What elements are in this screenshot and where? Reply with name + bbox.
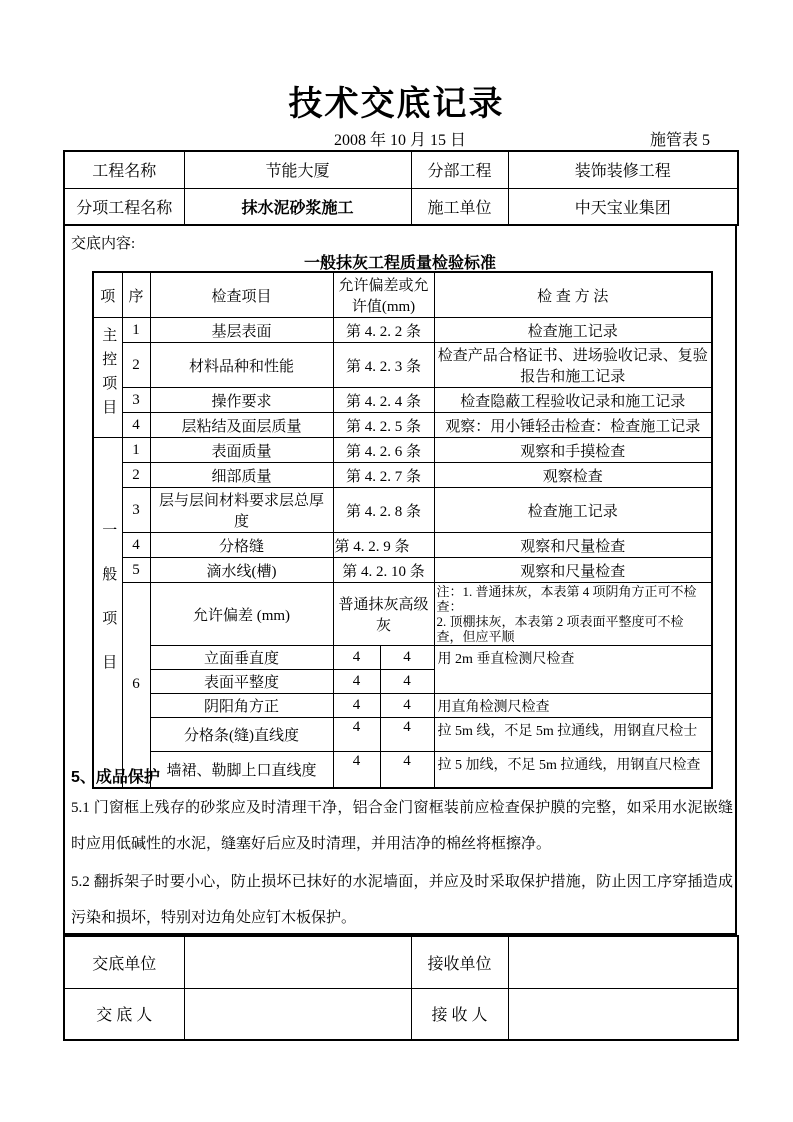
allow-cell: 第 4. 2. 5 条: [333, 413, 434, 438]
col-header-allow: 允许偏差或允许值(mm): [333, 272, 434, 318]
project-name-value: 节能大厦: [184, 151, 411, 188]
section5-paragraph-1: 5.1 门窗框上残存的砂浆应及时清理干净，铝合金门窗框装前应检查保护膜的完整，如采用水泥嵌缝时应用低碱性的水泥，缝塞好后应及时清理，并用洁净的棉丝将框擦净。: [71, 800, 733, 852]
method-cell: 观察和手摸检查: [434, 438, 712, 463]
allow-cell: 第 4. 2. 9 条: [333, 533, 434, 558]
table-row: [93, 533, 712, 558]
value-cell: 4: [333, 694, 380, 718]
seq-cell: 1: [122, 318, 150, 343]
construction-unit-label: 施工单位: [411, 188, 508, 225]
value-cell: 4: [380, 752, 434, 788]
table-row: [93, 463, 712, 488]
allow-cell: 第 4. 2. 6 条: [333, 438, 434, 463]
check-item-cell: 墙裙、勒脚上口直线度: [150, 752, 333, 788]
allowance-label-cell: 允许偏差 (mm): [150, 583, 333, 646]
section5-title: 5、成品保护: [71, 769, 160, 786]
table-row: [93, 718, 712, 752]
table-row: [93, 343, 712, 388]
value-cell: 4: [380, 718, 434, 752]
signature-table: [63, 935, 739, 1041]
col-header-seq: 序: [122, 272, 150, 318]
form-number: 施管表 5: [649, 132, 710, 149]
seq-cell-6: 6: [122, 583, 150, 788]
discloser-value: [184, 988, 411, 1040]
table-header-row: [93, 272, 712, 318]
method-cell: 观察和尺量检查: [434, 558, 712, 583]
sub-project-label: 分项工程名称: [64, 188, 184, 225]
value-cell: 4: [333, 752, 380, 788]
division-work-value: 装饰装修工程: [508, 151, 738, 188]
receiver-label: 接 收 人: [411, 988, 508, 1040]
method-cell: 拉 5m 线，不足 5m 拉通线，用钢直尺检士: [434, 718, 712, 752]
note-cell: [434, 583, 712, 646]
project-name-label: 工程名称: [64, 151, 184, 188]
method-cell: 用 2m 垂直检测尺检查: [434, 646, 712, 694]
allowance-header-row: [93, 583, 712, 646]
disclosing-unit-label: 交底单位: [64, 936, 184, 988]
col-header-item: 项: [93, 272, 122, 318]
table-row: [93, 646, 712, 670]
group-main-control-label: 主控项目: [93, 318, 122, 438]
inspection-table-title: 一般抹灰工程质量检验标准: [303, 255, 496, 272]
table-row: [93, 413, 712, 438]
project-info-table: [63, 150, 739, 226]
page-title: 技术交底记录: [288, 85, 505, 123]
method-cell: 观察和尺量检查: [434, 533, 712, 558]
allow-cell: 第 4. 2. 3 条: [333, 343, 434, 388]
table-row: [64, 151, 738, 188]
seq-cell: 1: [122, 438, 150, 463]
form-date: 2008 年 10 月 15 日: [333, 132, 466, 149]
check-item-cell: 基层表面: [150, 318, 333, 343]
method-cell: 检查隐蔽工程验收记录和施工记录: [434, 388, 712, 413]
col-header-check: 检查项目: [150, 272, 333, 318]
value-cell: 4: [380, 646, 434, 670]
grade-header-cell: 普通抹灰高级灰: [333, 583, 434, 646]
check-item-cell: 立面垂直度: [150, 646, 333, 670]
table-row: [93, 752, 712, 788]
check-item-cell: 表面质量: [150, 438, 333, 463]
value-cell: 4: [380, 694, 434, 718]
method-cell: 观察检查: [434, 463, 712, 488]
table-row: [93, 694, 712, 718]
division-work-label: 分部工程: [411, 151, 508, 188]
table-row: [93, 318, 712, 343]
inspection-table: [92, 271, 713, 789]
seq-cell: 3: [122, 488, 150, 533]
allow-cell: 第 4. 2. 8 条: [333, 488, 434, 533]
receiver-value: [508, 988, 738, 1040]
seq-cell: 5: [122, 558, 150, 583]
col-header-method: 检 查 方 法: [434, 272, 712, 318]
value-cell: 4: [380, 670, 434, 694]
method-cell: 拉 5 加线，不足 5m 拉通线，用钢直尺检查: [434, 752, 712, 788]
seq-cell: 4: [122, 413, 150, 438]
allow-cell: 第 4. 2. 7 条: [333, 463, 434, 488]
value-cell: 4: [333, 718, 380, 752]
check-item-cell: 材料品种和性能: [150, 343, 333, 388]
sub-project-value: 抹水泥砂浆施工: [184, 188, 411, 225]
disclosing-unit-value: [184, 936, 411, 988]
section5-paragraph-2: 5.2 翻拆架子时要小心，防止损坏已抹好的水泥墙面，并应及时采取保护措施，防止因工序穿插造成污染和损坏，特别对边角处应钉木板保护。: [71, 874, 733, 926]
method-cell: 检查施工记录: [434, 488, 712, 533]
table-row: [64, 936, 738, 988]
check-item-cell: 操作要求: [150, 388, 333, 413]
method-cell: 观察：用小锤轻击检查：检查施工记录: [434, 413, 712, 438]
content-label: 交底内容:: [71, 236, 136, 252]
table-row: [93, 388, 712, 413]
discloser-label: 交 底 人: [64, 988, 184, 1040]
table-row: [93, 488, 712, 533]
receiving-unit-label: 接收单位: [411, 936, 508, 988]
table-row: [64, 188, 738, 225]
value-cell: 4: [333, 646, 380, 670]
table-row: [93, 558, 712, 583]
check-item-cell: 层粘结及面层质量: [150, 413, 333, 438]
receiving-unit-value: [508, 936, 738, 988]
method-cell: 检查产品合格证书、进场验收记录、复验报告和施工记录: [434, 343, 712, 388]
allow-cell: 第 4. 2. 2 条: [333, 318, 434, 343]
allow-cell: 第 4. 2. 4 条: [333, 388, 434, 413]
seq-cell: 4: [122, 533, 150, 558]
construction-unit-value: 中天宝业集团: [508, 188, 738, 225]
table-row: [93, 438, 712, 463]
disclosure-content-box: [63, 225, 737, 935]
check-item-cell: 层与层间材料要求层总厚度: [150, 488, 333, 533]
method-cell: 用直角检测尺检查: [434, 694, 712, 718]
value-cell: 4: [333, 670, 380, 694]
method-cell: 检查施工记录: [434, 318, 712, 343]
note-line-1: 注：1. 普通抹灰，本表第 4 项阴角方正可不检查：: [436, 584, 697, 614]
check-item-cell: 分格条(缝)直线度: [150, 718, 333, 752]
check-item-cell: 分格缝: [150, 533, 333, 558]
table-row: [64, 988, 738, 1040]
seq-cell: 3: [122, 388, 150, 413]
check-item-cell: 细部质量: [150, 463, 333, 488]
allow-cell: 第 4. 2. 10 条: [333, 558, 434, 583]
check-item-cell: 滴水线(槽): [150, 558, 333, 583]
note-line-2: 2. 顶棚抹灰，本表第 2 项表面平整度可不检查，但应平顺: [436, 614, 684, 644]
seq-cell: 2: [122, 343, 150, 388]
check-item-cell: 表面平整度: [150, 670, 333, 694]
date-line: [63, 127, 737, 149]
group-general-label: 一般项目: [93, 438, 122, 788]
seq-cell: 2: [122, 463, 150, 488]
check-item-cell: 阴阳角方正: [150, 694, 333, 718]
